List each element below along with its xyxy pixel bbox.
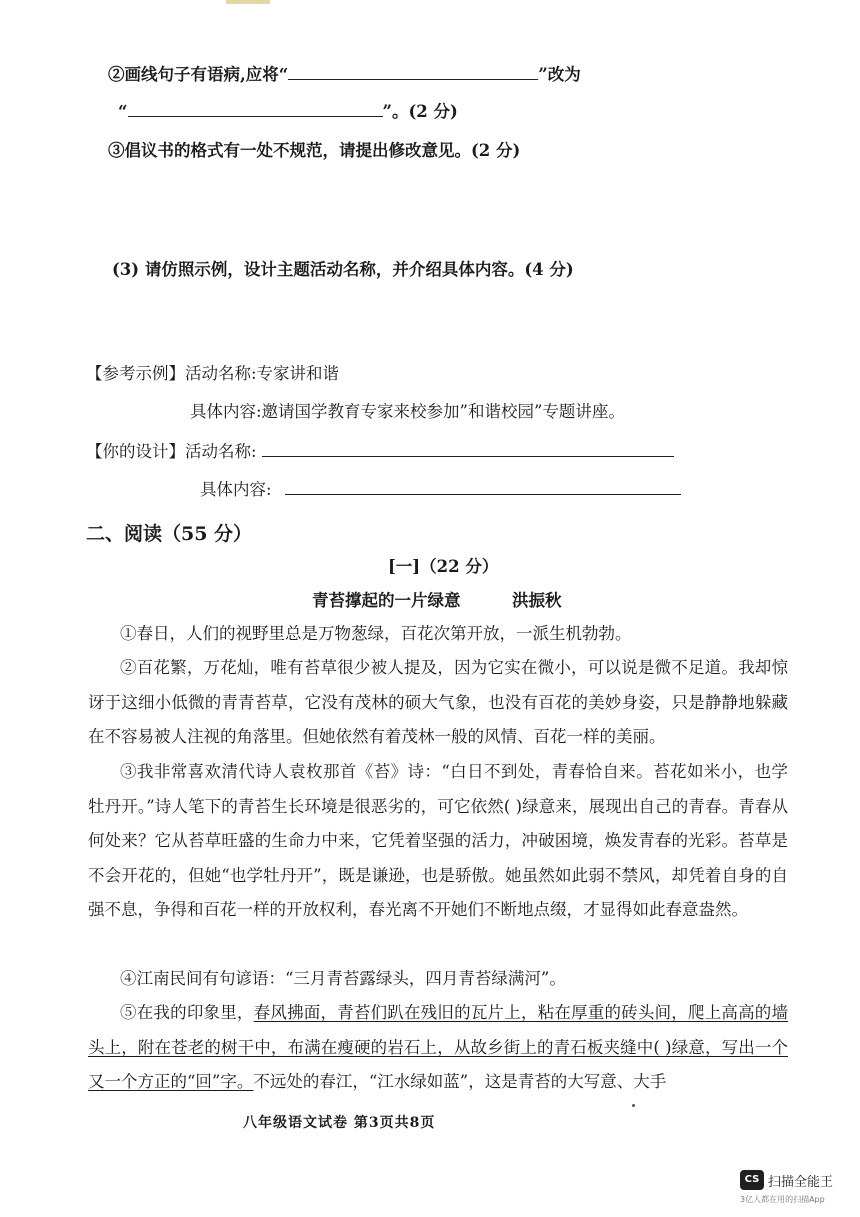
essay-paragraph-5 [88,996,788,1100]
watermark-tagline: 3亿人都在用的扫描App [740,1195,825,1204]
paragraph-5-end: 不远处的春江，“江水绿如蓝”，这是青苔的大写意、大手 [253,1072,667,1091]
design-name-blank[interactable] [262,442,674,457]
part-heading: [一]（22 分） [388,557,499,576]
underlined-sentence: 春风拂面，青苔们趴在残旧的瓦片上，粘在厚重的砖头间，爬上高高的墙头上，附在苍老的树干中，布满在瘦硬的岩石上，从故乡街上的青石板夹缝中( )绿意，写出一个又一个方正的“回”字。 [88,1003,789,1091]
essay-paragraph-2: ②百花繁，万花灿，唯有苔草很少被人提及，因为它实在微小，可以说是微不足道。我却惊讶于这细小低微的青青苔草，它没有茂林的硕大气象，也没有百花的美妙身姿，只是静静地躲藏在不容易被人注视的角落里。但她依然有着茂林一般的风情、百花一样的美丽。 [88,658,788,746]
scanner-watermark [740,1170,850,1206]
scan-speck [632,1104,635,1107]
question-3: ③倡议书的格式有一处不规范，请提出修改意见。(2 分) [108,141,521,160]
camscanner-logo-icon: CS [740,1170,764,1190]
section-title: 二、阅读（55 分） [86,523,253,545]
design-name-row [86,438,674,462]
question-2-end: ”。(2 分) [382,102,458,121]
watermark-name: 扫描全能王 [768,1175,834,1190]
paragraph-5-start: ⑤在我的印象里， [120,1003,254,1022]
essay-author: 洪振秋 [512,591,562,610]
design-content-label: 具体内容: [200,480,272,499]
design-content-row [200,476,681,500]
question-2-prefix: ②画线句子有语病,应将“ [108,65,289,84]
part-3-question: (3) 请仿照示例，设计主题活动名称，并介绍具体内容。(4 分) [112,260,574,279]
example-content: 具体内容:邀请国学教育专家来校参加”和谐校园”专题讲座。 [190,402,625,421]
design-label: 【你的设计】活动名称: [86,442,257,461]
answer-blank-original[interactable] [288,65,538,80]
question-2-mid: ”改为 [538,65,581,84]
open-quote: “ [118,102,128,121]
design-content-blank[interactable] [285,480,681,495]
essay-paragraph-4: ④江南民间有句谚语：“三月青苔露绿头，四月青苔绿满河”。 [120,969,566,988]
question-2-line2 [118,98,458,122]
scan-mark [226,0,270,4]
answer-blank-corrected[interactable] [128,102,383,117]
example-label: 【参考示例】活动名称:专家讲和谐 [86,364,340,383]
essay-paragraph-1: ①春日，人们的视野里总是万物葱绿，百花次第开放，一派生机勃勃。 [120,624,632,643]
essay-paragraph-3: ③我非常喜欢清代诗人袁枚那首《苔》诗：“白日不到处，青春恰自来。苔花如米小，也学牡丹开。”诗人笔下的青苔生长环境是很恶劣的，可它依然( )绿意来，展现出自己的青春。青春从何处来？它从苔草旺盛的生命力中来，它凭着坚强的活力，冲破困境，焕发青春的光彩。苔草是不会开花的，但她“也学牡丹开”，既是谦逊，也是骄傲。她虽然如此弱不禁风，却凭着自身的自强不息，争得和百花一样的开放权利，春光离不开她们不断地点缀，才显得如此春意盎然。 [88,762,788,919]
page-footer: 八年级语文试卷 第3页共8页 [243,1115,436,1131]
question-2-line1 [108,61,581,85]
essay-title: 青苔撑起的一片绿意 [312,591,461,610]
